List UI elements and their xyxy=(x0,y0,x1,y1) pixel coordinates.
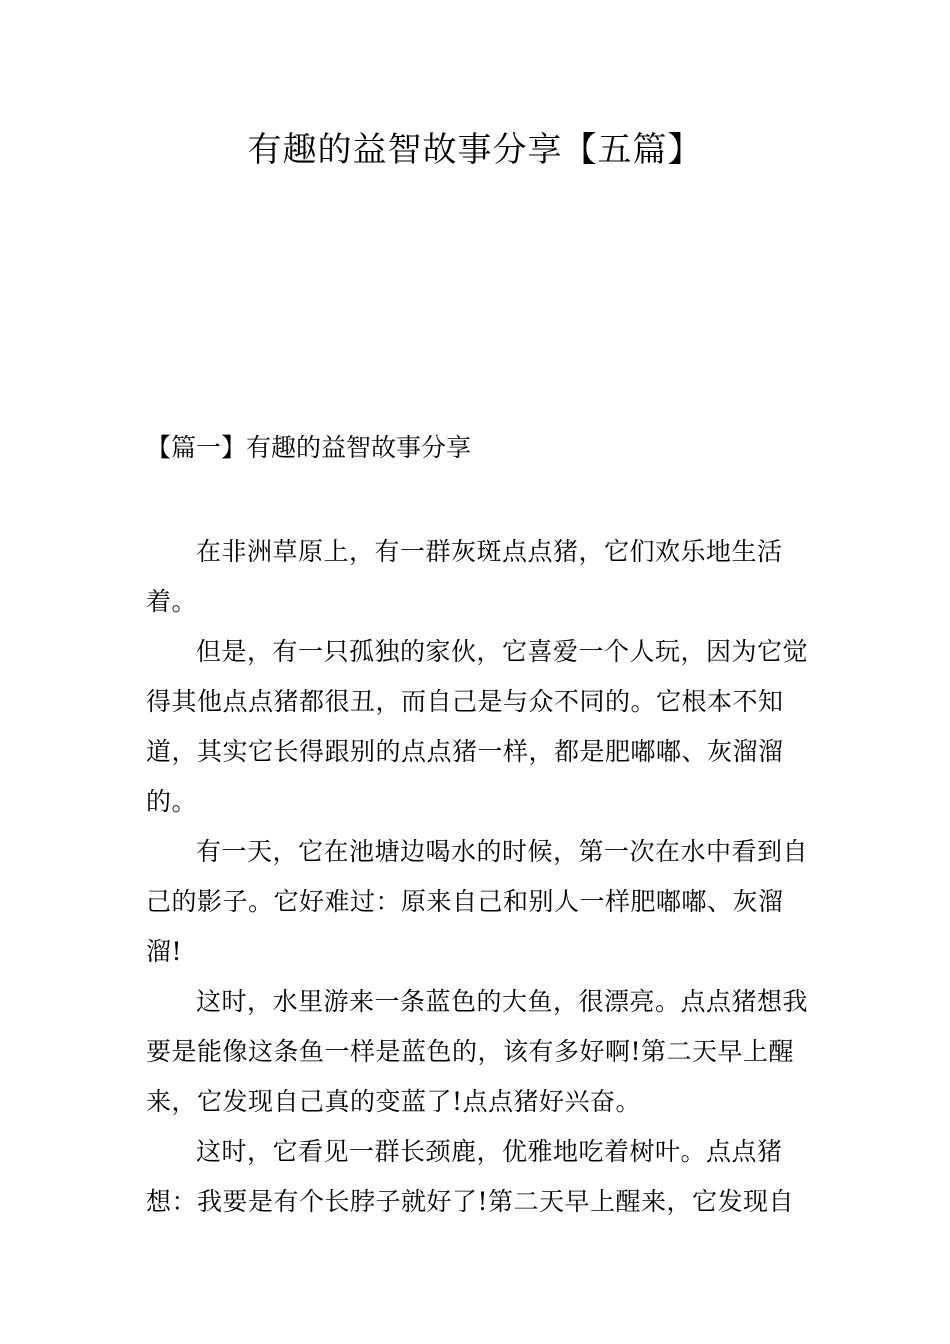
paragraph: 在非洲草原上，有一群灰斑点点猪，它们欢乐地生活着。 xyxy=(146,537,783,616)
story-body xyxy=(146,527,808,1227)
paragraph: 这时，水里游来一条蓝色的大鱼，很漂亮。点点猪想我要是能像这条鱼一样是蓝色的，该有多好啊!第二天早上醒来，它发现自己真的变蓝了!点点猪好兴奋。 xyxy=(146,987,809,1116)
paragraph: 但是，有一只孤独的家伙，它喜爱一个人玩，因为它觉得其他点点猪都很丑，而自己是与众不同的。它根本不知道，其实它长得跟别的点点猪一样，都是肥嘟嘟、灰溜溜的。 xyxy=(146,637,809,816)
paragraph: 有一天，它在池塘边喝水的时候，第一次在水中看到自己的影子。它好难过：原来自己和别人一样肥嘟嘟、灰溜溜! xyxy=(146,837,809,966)
paragraph: 这时，它看见一群长颈鹿，优雅地吃着树叶。点点猪想：我要是有个长脖子就好了!第二天早上醒来，它发现自 xyxy=(146,1137,795,1216)
document-title: 有趣的益智故事分享【五篇】 xyxy=(247,130,703,170)
section-heading: 【篇一】有趣的益智故事分享 xyxy=(146,433,472,462)
